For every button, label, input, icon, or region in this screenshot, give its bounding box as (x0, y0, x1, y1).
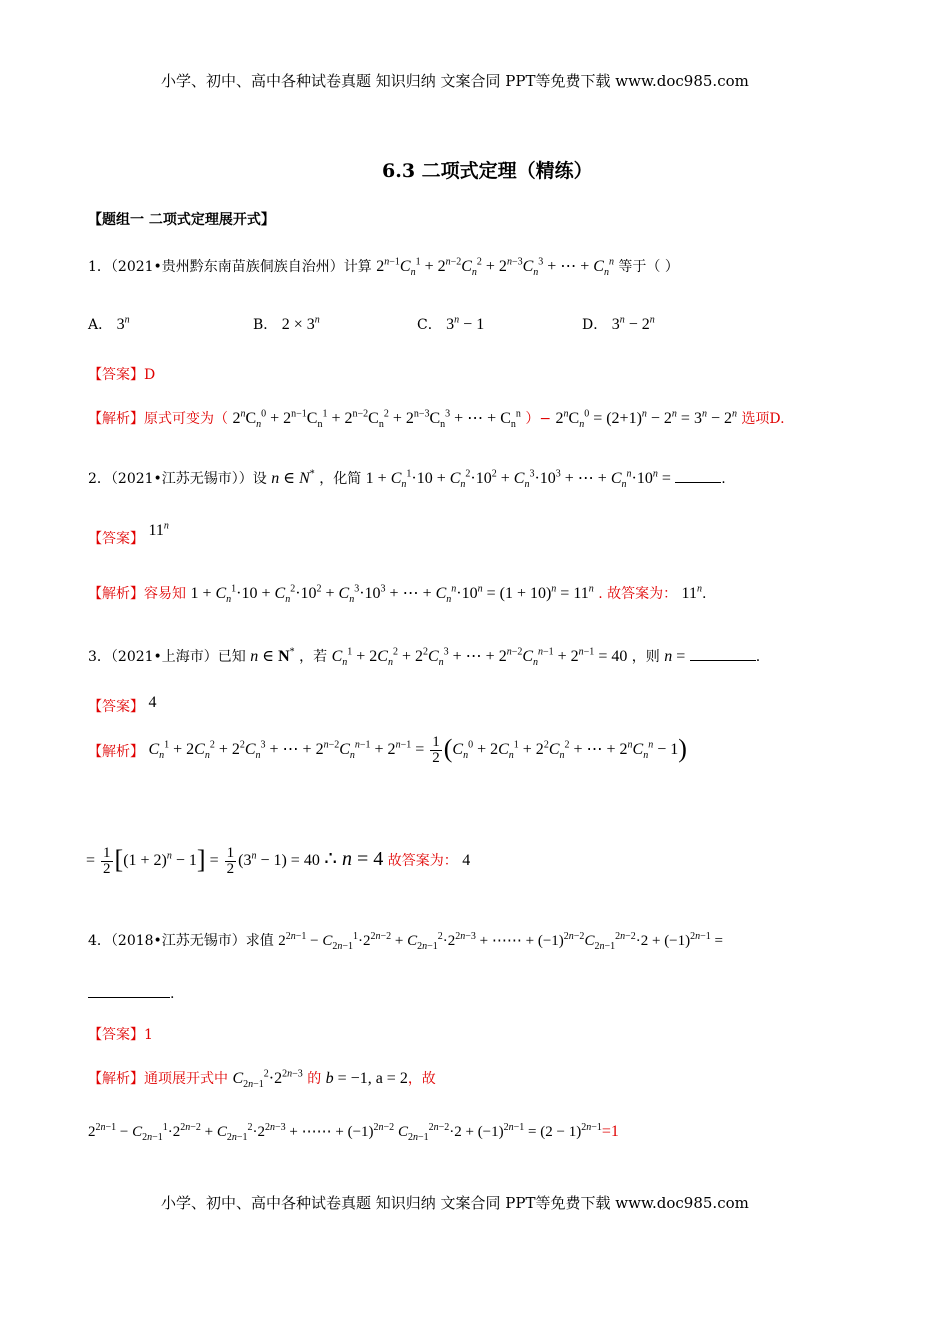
q1-option-c (417, 314, 484, 334)
q2-answer-math: 11$^n$ (148, 520, 169, 539)
q3-therefore: ∴ n = 4 (324, 848, 384, 870)
q4-blank-line: . (88, 986, 174, 1002)
q1-answer-value: D (144, 367, 156, 383)
q4-analysis-line2 (88, 1122, 619, 1141)
q2-analysis-math: $1 + C_n^1\cdot 10 + C_n^2\cdot 10^2 + C_n^3\cdot 10^3$ + ⋯ + $C_n^n\cdot 10^n = (1 + 10)^n = 11^n$ (190, 583, 594, 606)
q3-conclusion: 故答案为： (387, 853, 458, 869)
q2-condition: n ∈ N* (271, 468, 315, 487)
q2-stem-text: 2．（2021•江苏无锡市））设 (88, 471, 267, 487)
q3-analysis-tag: 【解析】 (88, 744, 144, 760)
q4-analysis-post: ，故 (407, 1071, 436, 1087)
q1-stem (88, 256, 679, 279)
q4-stem-text: 4．（2018•江苏无锡市）求值 (88, 933, 274, 949)
q2-analysis (88, 583, 707, 606)
q3-stem-text: 3．（2021•上海市）已知 (88, 649, 246, 665)
q1-expression: $2^{n-1}C_n^1 + 2^{n-2}C_n^2 + 2^{n-3}C_n^3$ + ⋯ + $C_n^n$ (376, 256, 614, 279)
q1-option-c-label: C． (417, 317, 442, 333)
q3-unknown: n = (664, 648, 686, 665)
q3-blank (690, 650, 756, 661)
page-title: 6.3 二项式定理（精练） (382, 160, 593, 182)
q1-option-a-math: 3$^n$ (116, 314, 130, 333)
q4-answer-value: 1 (144, 1027, 153, 1043)
q4-answer (88, 1024, 153, 1044)
q2-analysis-end: . (701, 586, 707, 602)
q1-option-d-math: $3^n - 2^n$ (611, 314, 655, 333)
q2-analysis-post: . 故答案为： (598, 586, 678, 602)
page-header: 小学、初中、高中各种试卷真题 知识归纳 文案合同 PPT等免费下载 www.doc985.com (161, 72, 749, 90)
q1-analysis (88, 408, 785, 431)
q1-option-b-math: $2 \times 3^n$ (281, 314, 320, 333)
q3-answer-value: 4 (148, 694, 157, 711)
q1-analysis-mid: ）− (525, 411, 552, 427)
q3-analysis-line2 (86, 845, 470, 877)
q4-expression: $2^{2n-1} - C_{2n-1}^1\cdot 2^{2n-2} + C_{2n-1}^2\cdot 2^{2n-3}$ + ⋯⋯ + $(-1)^{2n-2}C_{2n-1}^{2n-2}\cdot 2 + (-1)^{2n-1}$ = (278, 931, 723, 952)
q1-analysis-post: 选项D. (741, 411, 785, 427)
page-footer: 小学、初中、高中各种试卷真题 知识归纳 文案合同 PPT等免费下载 www.doc985.com (161, 1194, 749, 1212)
q1-option-a (88, 314, 130, 334)
q3-stem: 3．（2021•上海市）已知 n ∈ N* ，若 $C_n^1 + 2C_n^2 + 2^2C_n^3$ + ⋯ + $2^{n-2}C_n^{n-1} + 2^{n-1} = 40$ ，则 n = . (88, 646, 761, 669)
q4-stem (88, 930, 723, 950)
q4-analysis-tag: 【解析】 (88, 1071, 144, 1087)
q2-expression: $1 + C_n^1\cdot 10 + C_n^2\cdot 10^2 + C_n^3\cdot 10^3$ + ⋯ + $C_n^n\cdot 10^n$ = (365, 468, 671, 491)
q2-analysis-result: 11$^n$ (681, 583, 702, 602)
group-heading: 【题组一 二项式定理展开式】 (88, 212, 275, 228)
q3-answer-tag: 【答案】 (88, 699, 144, 715)
q2-answer-tag: 【答案】 (88, 531, 144, 547)
q1-stem-text: 1．（2021•贵州黔东南苗族侗族自治州）计算 (88, 259, 372, 275)
q4-analysis-result: =1 (601, 1123, 619, 1140)
q3-answer (88, 694, 156, 716)
q2-analysis-pre: 容易知 (144, 586, 186, 602)
q3-expression: $C_n^1 + 2C_n^2 + 2^2C_n^3$ + ⋯ + $2^{n-2}C_n^{n-1} + 2^{n-1} = 40$ (331, 646, 628, 669)
q4-analysis-term: $C_{2n-1}^2\cdot 2^{2n-3}$ (232, 1068, 303, 1091)
q1-stem-tail: 等于（ ） (618, 259, 679, 275)
q2-answer (88, 522, 169, 548)
q4-analysis-values: b = −1, a = 2 (325, 1070, 408, 1087)
q3-final-answer: 4 (462, 852, 471, 869)
q3-stem-mid: ，若 (299, 649, 328, 665)
q1-answer-tag: 【答案】 (88, 367, 144, 383)
q1-option-c-math: $3^n - 1$ (446, 314, 485, 333)
q4-answer-tag: 【答案】 (88, 1027, 144, 1043)
q1-analysis-pre: 原式可变为（ (144, 411, 228, 427)
q3-condition: n ∈ N* (250, 646, 295, 665)
q4-blank (88, 987, 170, 998)
q1-option-b (253, 314, 320, 334)
q1-answer (88, 364, 155, 384)
q4-analysis-mid: 的 (307, 1071, 322, 1087)
q1-option-a-label: A． (88, 317, 113, 333)
q1-option-d-label: D． (582, 317, 608, 333)
q1-analysis-expr1: $2^nC_n^0 + 2^{n-1}C_n^1 + 2^{n-2}C_n^2 + 2^{n-3}C_n^3$ + ⋯ + $C_n^n$ (232, 408, 521, 431)
q2-analysis-tag: 【解析】 (88, 586, 144, 602)
q4-analysis (88, 1068, 436, 1091)
q2-blank (675, 472, 721, 483)
q4-analysis-math: $2^{2n-1} - C_{2n-1}^1\cdot 2^{2n-2} + C_{2n-1}^2\cdot 2^{2n-3}$ + ⋯⋯ + $(-1)^{2n-2}$ $C_{2n-1}^{2n-2}\cdot 2 + (-1)^{2n-1} = (2 - 1)^{2n-1}$ (88, 1122, 602, 1143)
q1-analysis-expr2: $2^nC_n^0 = (2+1)^n - 2^n = 3^n - 2^n$ (555, 408, 737, 431)
q3-analysis-math2: = $\frac{1}{2}$ $[(1 + 2)^n - 1]$ = $\frac{1}{2}$ $(3^n - 1) = 40$ (86, 844, 320, 877)
q1-option-b-label: B． (253, 317, 278, 333)
q2-stem: 2．（2021•江苏无锡市））设 n ∈ N* ，化简 $1 + C_n^1\cdot 10 + C_n^2\cdot 10^2 + C_n^3\cdot 10^3$ + ⋯ + $C_n^n\cdot 10^n$ = . (88, 468, 726, 491)
q3-analysis-line1 (88, 734, 687, 766)
q2-stem-mid: ，化简 (319, 471, 362, 487)
q1-analysis-tag: 【解析】 (88, 411, 144, 427)
q3-analysis-math1: $C_n^1 + 2C_n^2 + 2^2C_n^3$ + ⋯ + $2^{n-2}C_n^{n-1} + 2^{n-1}$ = $\frac{1}{2}$ ($C_n^0 + 2C_n^1 + 2^2C_n^2$ + ⋯ + $2^nC_n^n - 1$) (148, 733, 687, 766)
q4-analysis-pre: 通项展开式中 (144, 1071, 228, 1087)
q3-stem-mid2: ，则 (631, 649, 660, 665)
q1-option-d (582, 314, 655, 334)
